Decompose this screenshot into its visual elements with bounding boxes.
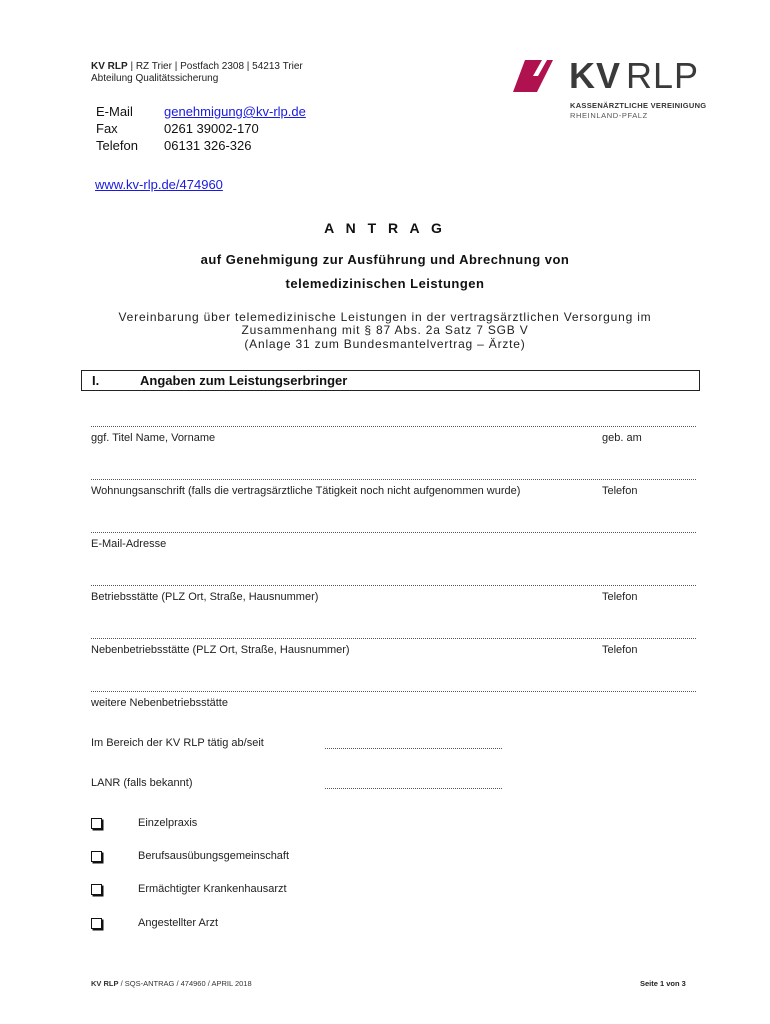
document-subtitle-3: (Anlage 31 zum Bundesmantelvertrag – Ärzte) [244, 337, 526, 351]
practice-address-field-line[interactable] [91, 585, 696, 586]
active-since-field-line[interactable] [325, 748, 502, 749]
checkbox-berufsausuebungsgemeinschaft[interactable] [91, 851, 102, 862]
practice-address-label: Betriebsstätte (PLZ Ort, Straße, Hausnummer) [91, 591, 319, 603]
checkbox-angestellter-arzt[interactable] [91, 918, 102, 929]
practice-phone-label: Telefon [602, 591, 638, 603]
document-title-line-1: auf Genehmigung zur Ausführung und Abrechnung von [200, 252, 570, 267]
home-address-label: Wohnungsanschrift (falls die vertragsärztliche Tätigkeit noch nicht aufgenommen wurde) [91, 485, 521, 497]
option-label-krankenhausarzt: Ermächtigter Krankenhausarzt [138, 883, 287, 895]
footer-reference-text: / SQS-ANTRAG / 474960 / APRIL 2018 [118, 979, 252, 988]
document-title-line-2: telemedizinischen Leistungen [285, 276, 485, 291]
name-field-label: ggf. Titel Name, Vorname [91, 432, 216, 444]
logo-region: RHEINLAND-PFALZ [570, 111, 648, 120]
secondary-practice-field-line[interactable] [91, 638, 696, 639]
footer-org: KV RLP [91, 979, 119, 988]
logo-tagline: KASSENÄRZTLICHE VEREINIGUNG [570, 101, 707, 110]
section-number: I. [92, 373, 100, 388]
sender-department: Abteilung Qualitätssicherung [91, 73, 219, 84]
option-label-angestellter-arzt: Angestellter Arzt [138, 917, 219, 929]
home-phone-label: Telefon [602, 485, 638, 497]
section-title: Angaben zum Leistungserbringer [140, 373, 348, 388]
sender-address [91, 61, 303, 85]
active-since-label: Im Bereich der KV RLP tätig ab/seit [91, 737, 264, 749]
secondary-practice-phone-label: Telefon [602, 644, 638, 656]
lanr-label: LANR (falls bekannt) [91, 777, 193, 789]
secondary-practice-label: Nebenbetriebsstätte (PLZ Ort, Straße, Hausnummer) [91, 644, 350, 656]
checkbox-krankenhausarzt[interactable] [91, 884, 102, 895]
website-link[interactable]: www.kv-rlp.de/474960 [95, 177, 223, 192]
fax-value: 0261 39002-170 [164, 121, 259, 136]
sender-org: KV RLP [91, 61, 128, 72]
phone-label: Telefon [96, 138, 138, 153]
fax-label: Fax [96, 121, 118, 136]
email-field-label: E-Mail-Adresse [91, 538, 167, 550]
email-label: E-Mail [96, 104, 133, 119]
option-label-einzelpraxis: Einzelpraxis [138, 817, 198, 829]
further-practice-label: weitere Nebenbetriebsstätte [91, 697, 228, 709]
option-label-berufsausuebungsgemeinschaft: Berufsausübungsgemeinschaft [138, 850, 290, 862]
sender-address-line: | RZ Trier | Postfach 2308 | 54213 Trier [127, 61, 303, 72]
birthdate-label: geb. am [602, 432, 642, 444]
logo-wordmark-rlp: RLP [626, 56, 700, 96]
lanr-field-line[interactable] [325, 788, 502, 789]
home-address-field-line[interactable] [91, 479, 696, 480]
page-number: Seite 1 von 3 [640, 979, 686, 988]
checkbox-einzelpraxis[interactable] [91, 818, 102, 829]
name-field-line[interactable] [91, 426, 696, 427]
phone-value: 06131 326-326 [164, 138, 252, 153]
email-link[interactable]: genehmigung@kv-rlp.de [164, 104, 306, 119]
document-subtitle-1: Vereinbarung über telemedizinische Leistungen in der vertragsärztlichen Versorgung im [118, 310, 652, 324]
document-heading: A N T R A G [324, 220, 446, 236]
email-field-line[interactable] [91, 532, 696, 533]
footer-reference [91, 979, 252, 988]
further-practice-field-line[interactable] [91, 691, 696, 692]
document-subtitle-2: Zusammenhang mit § 87 Abs. 2a Satz 7 SGB V [241, 323, 529, 337]
logo-wordmark: KV [569, 56, 622, 96]
